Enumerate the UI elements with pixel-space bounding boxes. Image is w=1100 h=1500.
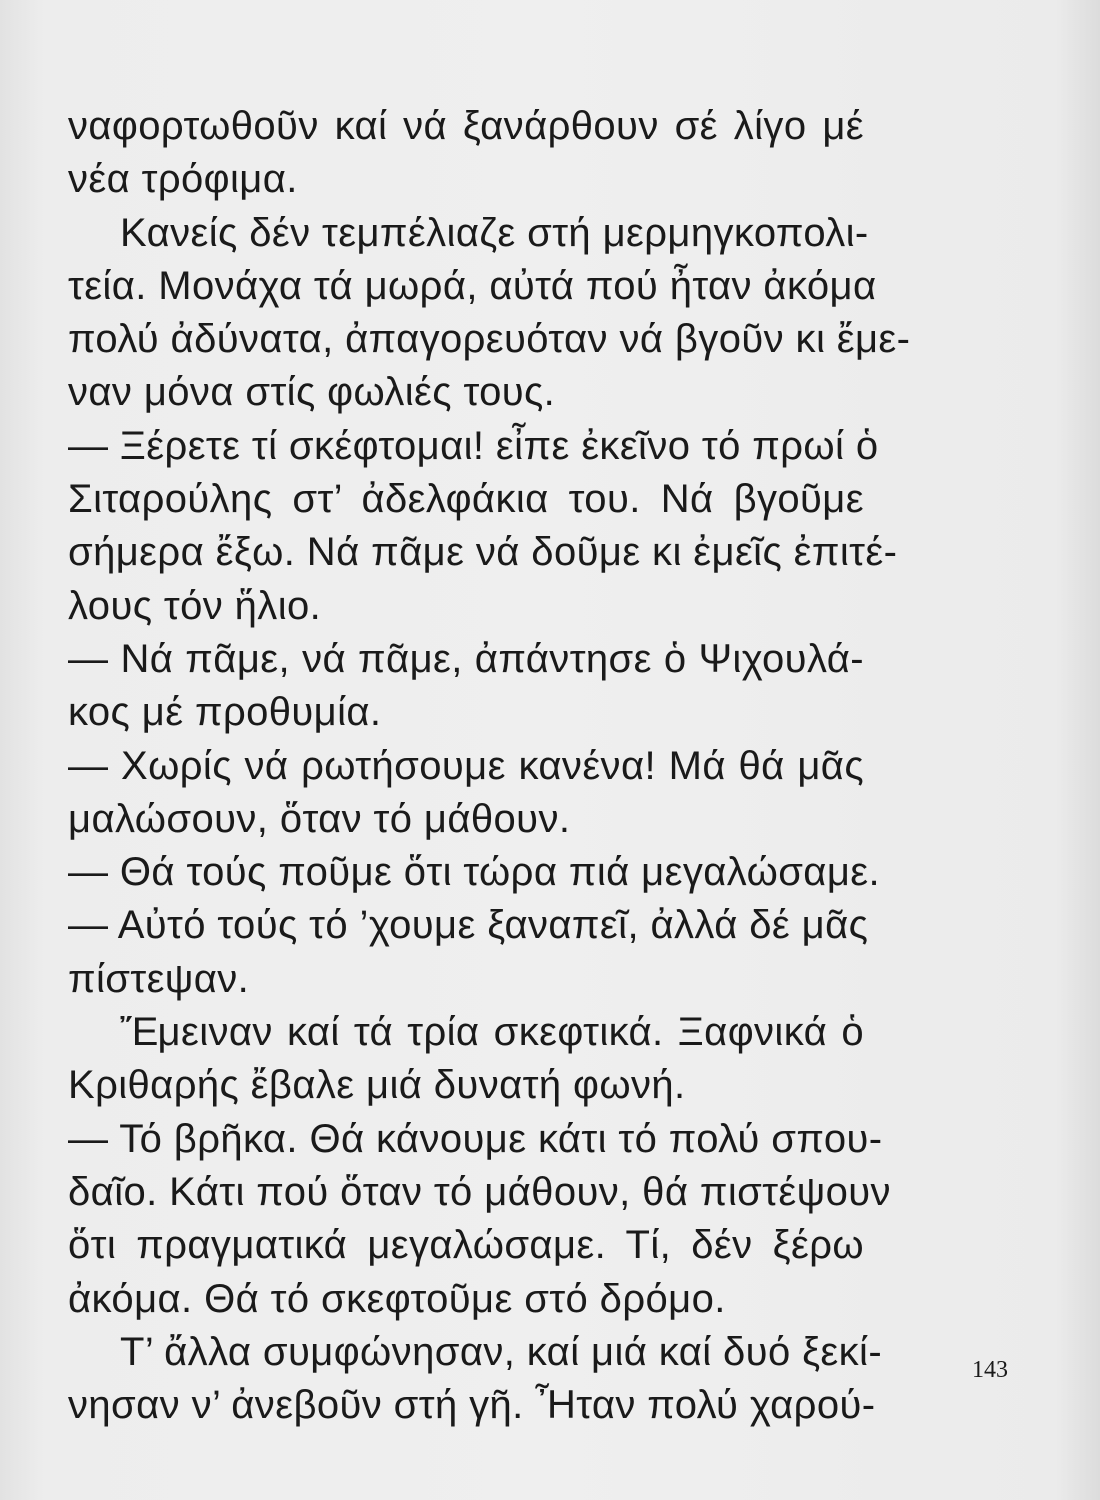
text-line-7: — Ξέρετε τί σκέφτομαι! εἶπε ἐκεῖνο τό πρωί ὁ	[68, 423, 879, 468]
text-line-13: — Χωρίς νά ρωτήσουμε κανένα! Μά θά μᾶς	[68, 743, 864, 788]
text-line-14: μαλώσουν, ὅταν τό μάθουν.	[68, 796, 571, 841]
text-line-15: — Θά τούς ποῦμε ὅτι τώρα πιά μεγαλώσαμε.	[68, 850, 881, 895]
text-line-17: πίστεψαν.	[68, 956, 250, 1001]
text-line-3: Κανείς δέν τεμπέλιαζε στή μερμηγκοπολι-	[120, 210, 869, 255]
text-line-19: Κριθαρής ἔβαλε μιά δυνατή φωνή.	[68, 1063, 686, 1108]
text-line-6: ναν μόνα στίς φωλιές τους.	[68, 370, 556, 415]
text-line-21: δαῖο. Κάτι πού ὅταν τό μάθουν, θά πιστέψουν	[68, 1169, 891, 1214]
text-line-23: ἀκόμα. Θά τό σκεφτοῦμε στό δρόμο.	[68, 1276, 726, 1321]
text-line-9: σήμερα ἔξω. Νά πᾶμε νά δοῦμε κι ἐμεῖς ἐπιτέ-	[68, 530, 898, 575]
text-line-1: ναφορτωθοῦν καί νά ξανάρθουν σέ λίγο μέ	[68, 104, 864, 148]
text-line-4: τεία. Μονάχα τά μωρά, αὐτά πού ἦταν ἀκόμα	[68, 263, 877, 308]
text-line-22: ὅτι πραγματικά μεγαλώσαμε. Τί, δέν ξέρω	[68, 1223, 864, 1268]
text-line-24: Τ’ ἄλλα συμφώνησαν, καί μιά καί δυό ξεκί-	[120, 1329, 883, 1374]
text-line-11: — Νά πᾶμε, νά πᾶμε, ἀπάντησε ὁ Ψιχουλά-	[68, 636, 864, 681]
text-line-10: λους τόν ἥλιο.	[68, 583, 322, 628]
text-line-25: νησαν ν’ ἀνεβοῦν στή γῆ. Ἦταν πολύ χαρού-	[68, 1383, 876, 1428]
text-line-12: κος μέ προθυμία.	[68, 690, 382, 735]
text-line-20: — Τό βρῆκα. Θά κάνουμε κάτι τό πολύ σπου-	[68, 1116, 883, 1161]
text-line-2: νέα τρόφιμα.	[68, 157, 298, 202]
page-number: 143	[972, 1357, 1008, 1383]
text-line-8: Σιταρούλης στ’ ἀδελφάκια του. Νά βγοῦμε	[68, 477, 864, 522]
text-line-5: πολύ ἀδύνατα, ἀπαγορευόταν νά βγοῦν κι ἔμε-	[68, 317, 911, 362]
body-text	[68, 100, 911, 1432]
text-line-18: Ἔμειναν καί τά τρία σκεφτικά. Ξαφνικά ὁ	[120, 1010, 864, 1055]
text-line-16: — Αὐτό τούς τό ’χουμε ξαναπεῖ, ἀλλά δέ μᾶς	[68, 903, 869, 948]
